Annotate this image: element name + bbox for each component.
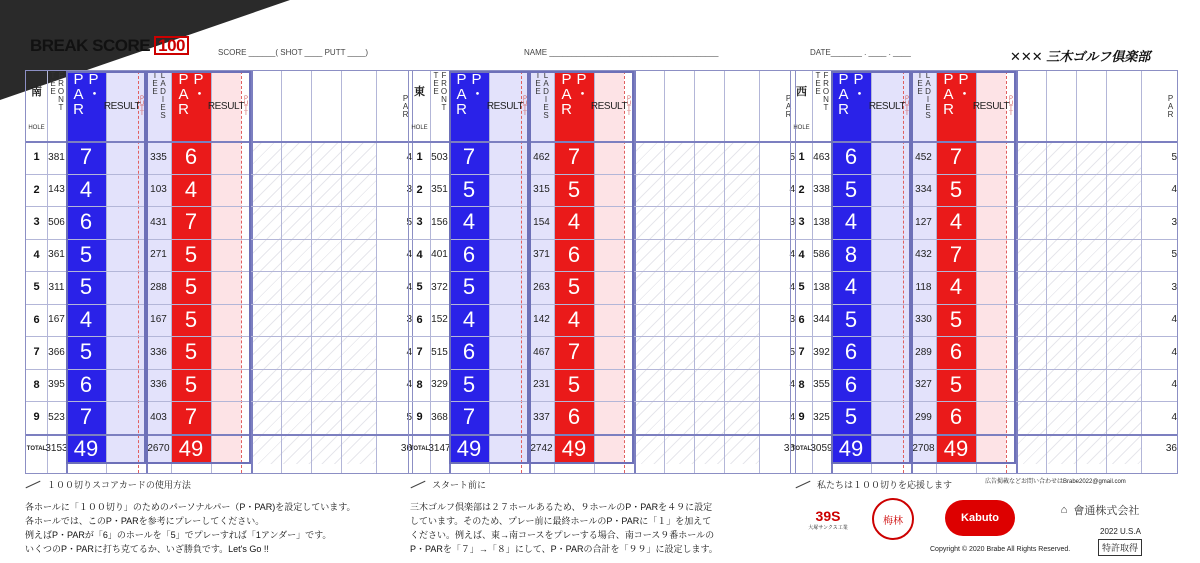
par-value: 4 [789,411,795,423]
total-p-par-front: 49 [456,435,482,461]
ladies-yardage: 431 [150,216,167,228]
copyright: Copyright © 2020 Brabe All Rights Reserved. [930,546,1071,553]
front-yardage: 152 [431,314,448,326]
front-yardage: 143 [48,184,65,196]
ladies-frame [529,71,634,464]
front-yardage: 506 [48,216,65,228]
front-yardage: 138 [813,281,830,293]
p-par-ladies: 5 [184,371,198,397]
p-par-front: 4 [462,209,476,235]
total-par: 36 [400,443,412,454]
par-value: 5 [1171,151,1177,163]
p-par-front: 6 [79,371,93,397]
total-front-yardage: 3147 [428,443,451,454]
p-par-ladies: 5 [184,241,198,267]
par-value: 4 [1171,346,1177,358]
course-card-west [790,70,1178,474]
front-yardage: 381 [48,151,65,163]
total-ladies-yardage: 2742 [530,443,553,454]
par-header: PAR [784,94,793,118]
front-tee-header: FRONT TEE [813,71,831,111]
ladies-yardage: 337 [533,411,550,423]
hole-number: 1 [33,151,40,164]
front-frame [831,71,911,464]
putt-header: PUTT [904,96,910,116]
total-ladies-yardage: 2670 [147,443,170,454]
p-par-front: 7 [462,144,476,170]
year-label: 2022 U.S.A [1100,527,1141,536]
hole-number: 8 [416,378,423,391]
p-par-front: 5 [844,176,858,202]
front-yardage: 325 [813,411,830,423]
par-value: 3 [1171,281,1177,293]
p-par-ladies: 6 [567,404,581,430]
front-yardage: 351 [431,184,448,196]
p-par-header: P・PAR [453,71,485,116]
par-value: 5 [789,346,795,358]
p-par-front: 6 [844,339,858,365]
total-label: TOTAL [791,445,812,452]
front-yardage: 156 [431,216,448,228]
hole-number: 7 [798,346,805,359]
front-frame [449,71,529,464]
hole-number: 6 [798,313,805,326]
result-header: RESULT [486,100,524,112]
par-value: 3 [789,216,795,228]
title-number: 100 [154,36,189,55]
front-yardage: 361 [48,249,65,261]
club-logo: ✕✕✕ 三木ゴルフ倶楽部 [1010,49,1151,64]
p-par-ladies: 5 [949,306,963,332]
p-par-front: 7 [462,404,476,430]
p-par-ladies: 5 [949,176,963,202]
date-field[interactable]: DATE_______ . ____ . ____ [810,48,911,57]
patent-badge: 特許取得 [1098,539,1142,556]
p-par-ladies-header: P・PAR [940,71,972,116]
p-par-front: 7 [79,404,93,430]
p-par-front: 4 [844,274,858,300]
result-ladies-header: RESULT [590,100,628,112]
p-par-header: P・PAR [835,71,867,116]
ladies-yardage: 231 [533,379,550,391]
par-value: 5 [789,151,795,163]
note-title-before-start: スタート前に [410,478,486,491]
p-par-ladies-header: P・PAR [175,71,207,116]
course-name: 東 [414,86,425,98]
par-value: 4 [1171,379,1177,391]
par-value: 3 [1171,216,1177,228]
building-icon: ⌂ [1060,504,1068,516]
par-value: 4 [789,249,795,261]
front-yardage: 329 [431,379,448,391]
par-header: PAR [1166,94,1175,118]
note-title-usage: １００切りスコアカードの使用方法 [25,478,191,491]
par-value: 4 [406,151,412,163]
sponsor-aitsu: ⌂ 會通株式会社 [1060,504,1140,517]
ladies-yardage: 330 [915,314,932,326]
hole-number: 6 [416,313,423,326]
hole-header: HOLE [28,125,45,131]
total-p-par-ladies: 49 [943,435,969,461]
p-par-front: 5 [462,274,476,300]
course-card-east [408,70,796,474]
contact-text: 広告掲載などお問い合わせはBrabe2022@gmail.com [985,479,1126,485]
p-par-front: 6 [462,339,476,365]
front-yardage: 167 [48,314,65,326]
hole-number: 3 [798,216,805,229]
putt-ladies-header: PUTT [1008,96,1014,116]
course-name: 西 [796,86,807,98]
total-p-par-front: 49 [838,435,864,461]
p-par-ladies: 7 [567,144,581,170]
par-value: 4 [406,379,412,391]
par-value: 4 [406,346,412,358]
p-par-front: 8 [844,241,858,267]
p-par-ladies: 7 [949,241,963,267]
hole-number: 4 [33,248,40,261]
p-par-front: 4 [844,209,858,235]
front-yardage: 338 [813,184,830,196]
p-par-front: 5 [844,306,858,332]
par-value: 5 [406,411,412,423]
ladies-tee-header: LADIES TEE [533,71,551,119]
hole-number: 3 [33,216,40,229]
hole-number: 9 [798,411,805,424]
front-yardage: 463 [813,151,830,163]
p-par-ladies: 5 [184,274,198,300]
p-par-ladies: 4 [567,209,581,235]
p-par-ladies: 4 [184,176,198,202]
front-yardage: 344 [813,314,830,326]
ladies-yardage: 452 [915,151,932,163]
hole-number: 6 [33,313,40,326]
total-ladies-yardage: 2708 [912,443,935,454]
p-par-front: 7 [79,144,93,170]
p-par-front: 5 [79,274,93,300]
p-par-ladies-header: P・PAR [558,71,590,116]
ladies-yardage: 299 [915,411,932,423]
ladies-yardage: 467 [533,346,550,358]
ladies-yardage: 288 [150,281,167,293]
p-par-front: 6 [844,144,858,170]
course-card-south [25,70,413,474]
hole-header: HOLE [411,125,428,131]
logo-mark-icon: ✕✕✕ [1010,49,1047,64]
hole-number: 4 [416,248,423,261]
hole-header: HOLE [793,125,810,131]
ladies-yardage: 127 [915,216,932,228]
note-title-support: 私たちは１００切りを応援します [795,478,952,491]
ladies-yardage: 103 [150,184,167,196]
total-front-yardage: 3153 [45,443,68,454]
p-par-ladies: 5 [567,371,581,397]
hole-number: 1 [798,151,805,164]
ladies-yardage: 142 [533,314,550,326]
par-value: 5 [1171,249,1177,261]
p-par-ladies: 6 [567,241,581,267]
result-ladies-header: RESULT [972,100,1010,112]
ladies-yardage: 154 [533,216,550,228]
ladies-yardage: 336 [150,346,167,358]
par-value: 5 [406,216,412,228]
par-value: 4 [406,281,412,293]
hole-number: 8 [33,378,40,391]
p-par-ladies: 5 [184,306,198,332]
ladies-yardage: 432 [915,249,932,261]
front-yardage: 372 [431,281,448,293]
total-front-yardage: 3059 [810,443,833,454]
ladies-yardage: 334 [915,184,932,196]
par-value: 4 [789,379,795,391]
p-par-ladies: 4 [949,274,963,300]
front-yardage: 401 [431,249,448,261]
hole-number: 5 [416,281,423,294]
front-tee-header: FRONT TEE [431,71,449,111]
p-par-front: 4 [79,306,93,332]
p-par-ladies: 7 [567,339,581,365]
hole-number: 5 [798,281,805,294]
par-value: 4 [789,281,795,293]
putt-header: PUTT [139,96,145,116]
front-yardage: 503 [431,151,448,163]
hole-number: 1 [416,151,423,164]
hole-number: 3 [416,216,423,229]
name-field[interactable]: NAME ______________________________________ [524,48,719,57]
result-ladies-header: RESULT [207,100,245,112]
ladies-frame [146,71,251,464]
hole-number: 7 [416,346,423,359]
hole-number: 9 [33,411,40,424]
ladies-yardage: 315 [533,184,550,196]
hole-number: 9 [416,411,423,424]
front-yardage: 523 [48,411,65,423]
total-p-par-ladies: 49 [561,435,587,461]
result-header: RESULT [103,100,141,112]
ladies-yardage: 289 [915,346,932,358]
ladies-yardage: 403 [150,411,167,423]
p-par-ladies: 4 [567,306,581,332]
total-label: TOTAL [409,445,430,452]
par-value: 3 [406,314,412,326]
p-par-front: 6 [462,241,476,267]
front-yardage: 138 [813,216,830,228]
hole-number: 2 [33,183,40,196]
p-par-front: 6 [844,371,858,397]
ladies-yardage: 327 [915,379,932,391]
sponsor-kabuto: Kabuto [945,500,1015,536]
ladies-frame [911,71,1016,464]
p-par-front: 6 [79,209,93,235]
par-value: 4 [1171,411,1177,423]
front-yardage: 311 [48,281,65,293]
front-yardage: 368 [431,411,448,423]
putt-ladies-header: PUTT [626,96,632,116]
p-par-front: 4 [79,176,93,202]
par-header: PAR [401,94,410,118]
p-par-front: 5 [462,176,476,202]
p-par-ladies: 5 [567,274,581,300]
hole-number: 5 [33,281,40,294]
ladies-yardage: 335 [150,151,167,163]
par-value: 4 [1171,314,1177,326]
total-par: 36 [783,443,795,454]
front-yardage: 355 [813,379,830,391]
p-par-ladies: 7 [184,209,198,235]
p-par-ladies: 4 [949,209,963,235]
front-yardage: 392 [813,346,830,358]
p-par-front: 5 [462,371,476,397]
front-tee-header: FRONT TEE [48,71,66,111]
par-value: 4 [1171,184,1177,196]
p-par-ladies: 6 [949,339,963,365]
ladies-yardage: 167 [150,314,167,326]
p-par-ladies: 6 [949,404,963,430]
total-p-par-front: 49 [73,435,99,461]
p-par-front: 5 [844,404,858,430]
sponsor-39s: 39S 大塚サンクス工業 [808,507,848,531]
putt-ladies-header: PUTT [243,96,249,116]
front-yardage: 395 [48,379,65,391]
ladies-yardage: 263 [533,281,550,293]
total-par: 36 [1165,443,1177,454]
front-yardage: 586 [813,249,830,261]
hole-number: 2 [798,183,805,196]
ladies-yardage: 336 [150,379,167,391]
p-par-ladies: 6 [184,144,198,170]
p-par-front: 5 [79,241,93,267]
hole-number: 8 [798,378,805,391]
par-value: 4 [789,184,795,196]
note-before-start: 三木ゴルフ倶楽部は２７ホールあるため、９ホールのP・PARを４９に設定 しています。そのため、プレー前に最終ホールのP・PARに「１」を加えて ください。例えば、東→南コースをプレーする場合、南コース９番ホールの P・PARを「７」→「８」にして、P・PARの合計を「９９」に設定します。 [410,502,718,554]
result-header: RESULT [868,100,906,112]
course-name: 南 [31,86,42,98]
ladies-tee-header: LADIES TEE [150,71,168,119]
p-par-ladies: 5 [949,371,963,397]
putt-header: PUTT [522,96,528,116]
ladies-yardage: 118 [915,281,932,293]
p-par-front: 4 [462,306,476,332]
par-value: 4 [406,249,412,261]
score-field[interactable]: SCORE ______( SHOT ____ PUTT ____) [218,48,368,57]
hole-number: 2 [416,183,423,196]
par-value: 3 [406,184,412,196]
front-frame [66,71,146,464]
p-par-ladies: 5 [184,339,198,365]
ladies-tee-header: LADIES TEE [915,71,933,119]
ladies-yardage: 271 [150,249,167,261]
total-p-par-ladies: 49 [178,435,204,461]
p-par-ladies: 7 [949,144,963,170]
total-label: TOTAL [26,445,47,452]
p-par-ladies: 7 [184,404,198,430]
sponsor-bairin: 梅林 [872,498,914,540]
hole-number: 7 [33,346,40,359]
p-par-front: 5 [79,339,93,365]
ladies-yardage: 462 [533,151,550,163]
p-par-header: P・PAR [70,71,102,116]
front-yardage: 515 [431,346,448,358]
page-title: BREAK SCORE 100 [30,36,189,56]
front-yardage: 366 [48,346,65,358]
note-usage: 各ホールに「１００切り」のためのパーソナルパー（P・PAR)を設定しています。 各ホールでは、このP・PARを参考にプレーしてください。 例えばP・PARが「6」のホールを「5」でプレーすれば「1アンダー」です。 いくつのP・PARに打ち克てるか、いざ勝負です。Let's Go !! [25,502,356,554]
hole-number: 4 [798,248,805,261]
p-par-ladies: 5 [567,176,581,202]
par-value: 3 [789,314,795,326]
ladies-yardage: 371 [533,249,550,261]
